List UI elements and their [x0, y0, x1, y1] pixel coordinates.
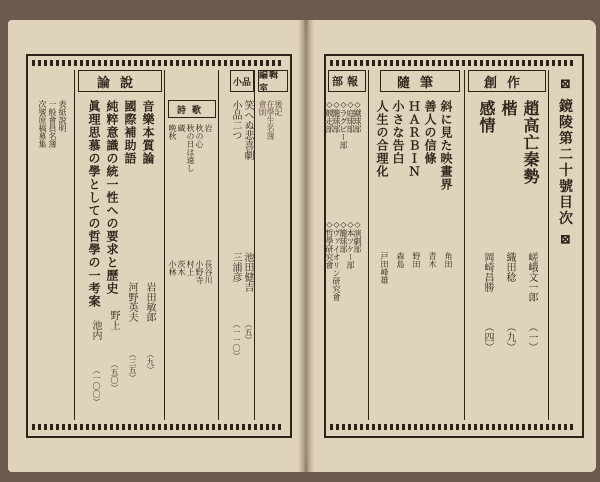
- creation-item-title: 感情: [477, 100, 496, 134]
- essay-article-title: 音樂本質論: [141, 100, 155, 165]
- sketch-item-title: 笑へぬ悲喜劇: [242, 100, 253, 160]
- box-mark-icon: ⊠: [557, 233, 573, 248]
- creation-item-page: （九）: [504, 322, 515, 352]
- sketch-item-page: （五）: [244, 320, 253, 344]
- poem-item-author: 小野寺: [195, 260, 204, 284]
- creation-item-author: 嵯峨文一郎: [526, 252, 537, 302]
- column-rule: [254, 70, 255, 420]
- note-line: 表紙說明: [58, 100, 67, 132]
- sketch-item-author: 三浦彦: [230, 252, 241, 282]
- column-rule: [464, 70, 465, 420]
- club-report-item: ◇籠球部: [332, 100, 341, 133]
- essay-article-page: （九）: [146, 350, 155, 374]
- bottom-ornament: [330, 424, 574, 430]
- creation-item-author: 岡崎昌勝: [482, 252, 493, 292]
- open-book: [8, 20, 596, 472]
- essay-item-title: 斜に見た映畫界: [439, 100, 453, 191]
- club-report-item: ◇ラグビー部: [339, 100, 348, 149]
- column-rule: [218, 70, 219, 420]
- editorial-line: 後記: [274, 100, 283, 116]
- essay-item-author: 野田: [412, 252, 421, 268]
- note-line: 次號原稿募集: [38, 100, 47, 148]
- magazine-title-text: 鏡陵第二十號目次: [557, 98, 573, 227]
- column-rule: [164, 70, 165, 420]
- sketch-item-page: （一一〇）: [232, 320, 241, 360]
- poem-item-author: 茨木: [177, 260, 186, 276]
- sketch-item-author: 池田健吉: [242, 252, 253, 292]
- top-ornament: [330, 60, 574, 66]
- essay-item-title: 小さな告白: [391, 100, 405, 165]
- poem-item-author: 長谷川: [204, 260, 213, 284]
- poem-item-title: 秋の心: [195, 124, 204, 148]
- poem-item-title: 蔵: [177, 124, 186, 132]
- essay-article-title: 國際補助語: [123, 100, 137, 165]
- club-report-item: ◇演劇部: [353, 220, 362, 253]
- club-report-item: ◇籠球部: [339, 220, 348, 253]
- magazine-title: [558, 78, 572, 247]
- essay-item-author: 戸田峰雄: [380, 252, 389, 284]
- creation-item-author: 織田稔: [504, 252, 515, 282]
- essay-article-page: （三五）: [128, 350, 137, 382]
- club-report-item: ◇競走部: [325, 100, 334, 133]
- essay-article-page: （一〇〇）: [92, 366, 101, 406]
- essay-item-title: ＨＡＲＢＩＮ: [407, 100, 421, 178]
- essay-item-author: 森島: [396, 252, 405, 268]
- club-report-item: ◇哲學研究會: [325, 220, 334, 269]
- book-gutter: [298, 20, 314, 472]
- note-line: 一般會員名簿: [48, 100, 57, 148]
- club-report-item: ◇蹴球部: [353, 100, 362, 133]
- club-report-item: ◇本ツケー部: [346, 220, 355, 269]
- bottom-ornament: [32, 424, 282, 430]
- section-header-creation: 創作: [468, 70, 546, 92]
- section-header-editorial: 編輯室: [258, 70, 288, 92]
- editorial-line: 在學生名簿: [266, 100, 275, 140]
- section-header-essay: 隨筆: [380, 70, 460, 92]
- poem-item-author: 小林: [168, 260, 177, 276]
- section-header-essays: 論說: [78, 70, 162, 92]
- poem-item-title: 晩秋: [168, 124, 177, 140]
- top-ornament: [32, 60, 282, 66]
- column-rule: [74, 70, 75, 420]
- essay-article-author: 池内: [90, 320, 101, 340]
- section-header-club-reports: 部報: [328, 70, 366, 92]
- column-rule: [368, 70, 369, 420]
- sketch-item-title: 小品二つ: [230, 100, 241, 140]
- essay-item-author: 青木: [428, 252, 437, 268]
- essay-article-title: 眞理思慕の學としての哲學の一考案: [87, 100, 101, 308]
- essay-item-author: 角田: [444, 252, 453, 268]
- creation-item-title: 趙高亡秦勢: [521, 100, 540, 185]
- club-report-item: ◇庭球部: [346, 100, 355, 133]
- essay-article-title: 純粹意識の統一性への要求と歷史: [105, 100, 119, 295]
- right-page-frame: [324, 54, 584, 438]
- essay-item-title: 善人の信條: [423, 100, 437, 165]
- essay-article-author: 河野英夫: [126, 282, 137, 322]
- essay-article-page: （五〇）: [110, 360, 119, 392]
- poem-item-author: 村上: [186, 260, 195, 276]
- poem-item-title: 岩: [204, 124, 213, 132]
- club-report-item: ◇ヴァイオリン研究會: [332, 220, 341, 301]
- creation-item-page: （一）: [526, 322, 537, 352]
- poem-item-title: 秋の日は遠し: [186, 124, 195, 172]
- title-column-rule: [548, 70, 549, 420]
- essay-article-author: 野上: [108, 310, 119, 330]
- box-mark-icon: ⊠: [557, 78, 573, 92]
- editorial-line: 會則: [258, 100, 267, 116]
- section-header-poetry: 詩歌: [168, 100, 216, 118]
- creation-item-page: （四）: [482, 322, 493, 352]
- essay-article-author: 岩田敏郎: [144, 282, 155, 322]
- creation-item-title: 楷: [499, 100, 518, 117]
- section-header-sketches: 小品: [230, 70, 254, 92]
- essay-item-title: 人生の合理化: [375, 100, 389, 178]
